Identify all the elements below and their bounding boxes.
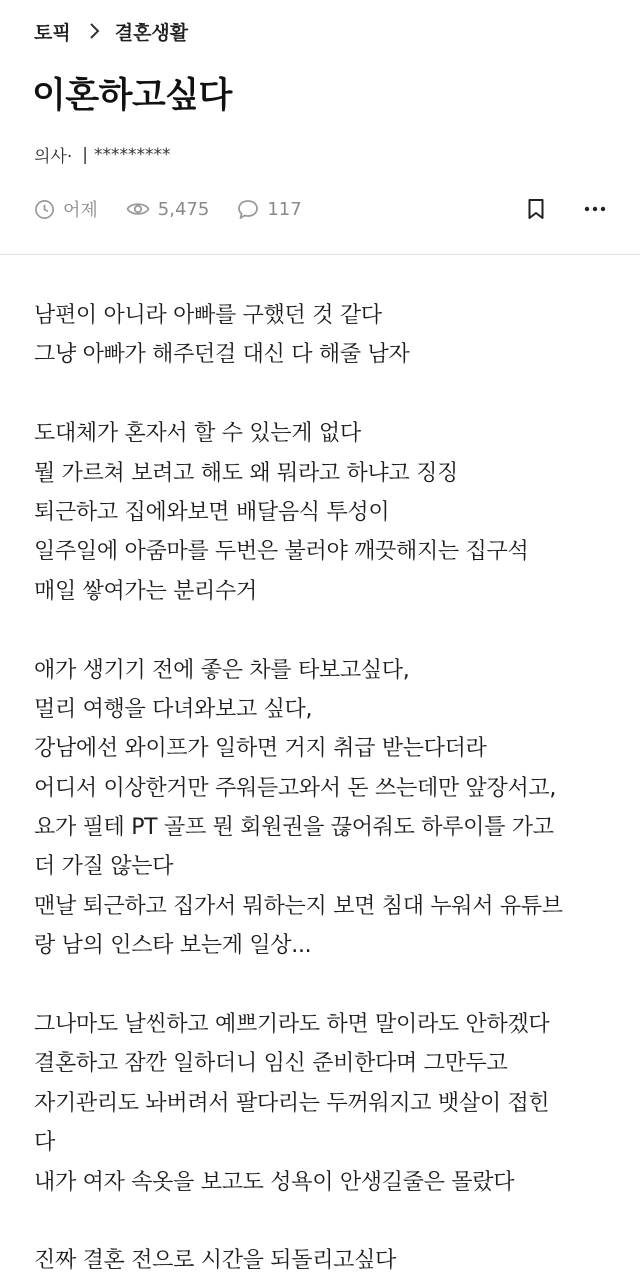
body-line <box>34 375 624 414</box>
body-line: 자기관리도 놔버려서 팔다리는 두꺼워지고 뱃살이 접힌 <box>34 1090 550 1116</box>
post-body <box>34 296 624 1281</box>
body-line: 요가 필테 PT 골프 뭔 회원권을 끊어줘도 하루이틀 가고 <box>34 815 554 841</box>
time-text: 어제 <box>63 200 98 221</box>
eye-icon <box>126 200 150 218</box>
post-meta <box>34 194 606 224</box>
body-line: 남편이 아니라 아빠를 구했던 것 같다 <box>34 303 382 328</box>
bookmark-icon[interactable] <box>526 198 546 220</box>
body-line <box>34 1202 624 1241</box>
author-job[interactable]: 의사· <box>34 147 73 167</box>
more-icon[interactable] <box>584 206 606 212</box>
body-line: 도대체가 혼자서 할 수 있는게 없다 <box>34 421 361 447</box>
body-line: 진짜 결혼 전으로 시간을 되돌리고싶다 <box>34 1248 397 1274</box>
body-line: 멀리 여행을 다녀와보고 싶다, <box>34 696 313 722</box>
body-line: 그나마도 날씬하고 예쁘기라도 하면 말이라도 안하겠다 <box>34 1012 550 1038</box>
body-line: 그냥 아빠가 해주던걸 대신 다 해줄 남자 <box>34 342 410 368</box>
body-line <box>34 966 624 1005</box>
body-line: 랑 남의 인스타 보는게 일상... <box>34 933 312 959</box>
page-title: 이혼하고싶다 <box>32 76 232 116</box>
body-line: 퇴근하고 집에와보면 배달음식 투성이 <box>34 499 390 525</box>
comment-icon <box>237 199 259 220</box>
breadcrumb <box>34 16 188 46</box>
chevron-right-icon <box>89 22 101 40</box>
views-count: 5,475 <box>157 198 210 220</box>
post-time <box>34 196 98 222</box>
body-line: 더 가질 않는다 <box>34 854 174 880</box>
author-name[interactable]: ********* <box>93 144 171 165</box>
body-line: 일주일에 아줌마를 두번은 불러야 깨끗해지는 집구석 <box>34 539 529 565</box>
body-line: 뭘 가르쳐 보려고 해도 왜 뭐라고 하냐고 징징 <box>34 460 458 486</box>
clock-icon <box>34 199 55 220</box>
breadcrumb-category[interactable]: 결혼생활 <box>114 21 189 44</box>
body-line: 내가 여자 속옷을 보고도 성욕이 안생길줄은 몰랐다 <box>34 1169 515 1195</box>
post-comments[interactable] <box>237 199 301 220</box>
post-views <box>126 199 210 220</box>
author-info <box>34 142 170 167</box>
author-separator: | <box>82 144 88 165</box>
body-line: 맨날 퇴근하고 집가서 뭐하는지 보면 침대 누워서 유튜브 <box>34 893 563 919</box>
body-line <box>34 611 624 650</box>
body-line: 애가 생기기 전에 좋은 차를 타보고싶다, <box>34 657 410 683</box>
body-line: 강남에선 와이프가 일하면 거지 취급 받는다더라 <box>34 736 487 762</box>
body-line: 매일 쌓여가는 분리수거 <box>34 578 257 604</box>
body-line: 다 <box>34 1130 55 1156</box>
divider <box>0 254 640 255</box>
breadcrumb-topic[interactable]: 토픽 <box>34 21 71 44</box>
post-actions <box>488 198 606 220</box>
body-line: 결혼하고 잠깐 일하더니 임신 준비한다며 그만두고 <box>34 1051 508 1077</box>
body-line: 어디서 이상한거만 주워듣고와서 돈 쓰는데만 앞장서고, <box>34 775 557 801</box>
comments-count: 117 <box>267 198 302 220</box>
